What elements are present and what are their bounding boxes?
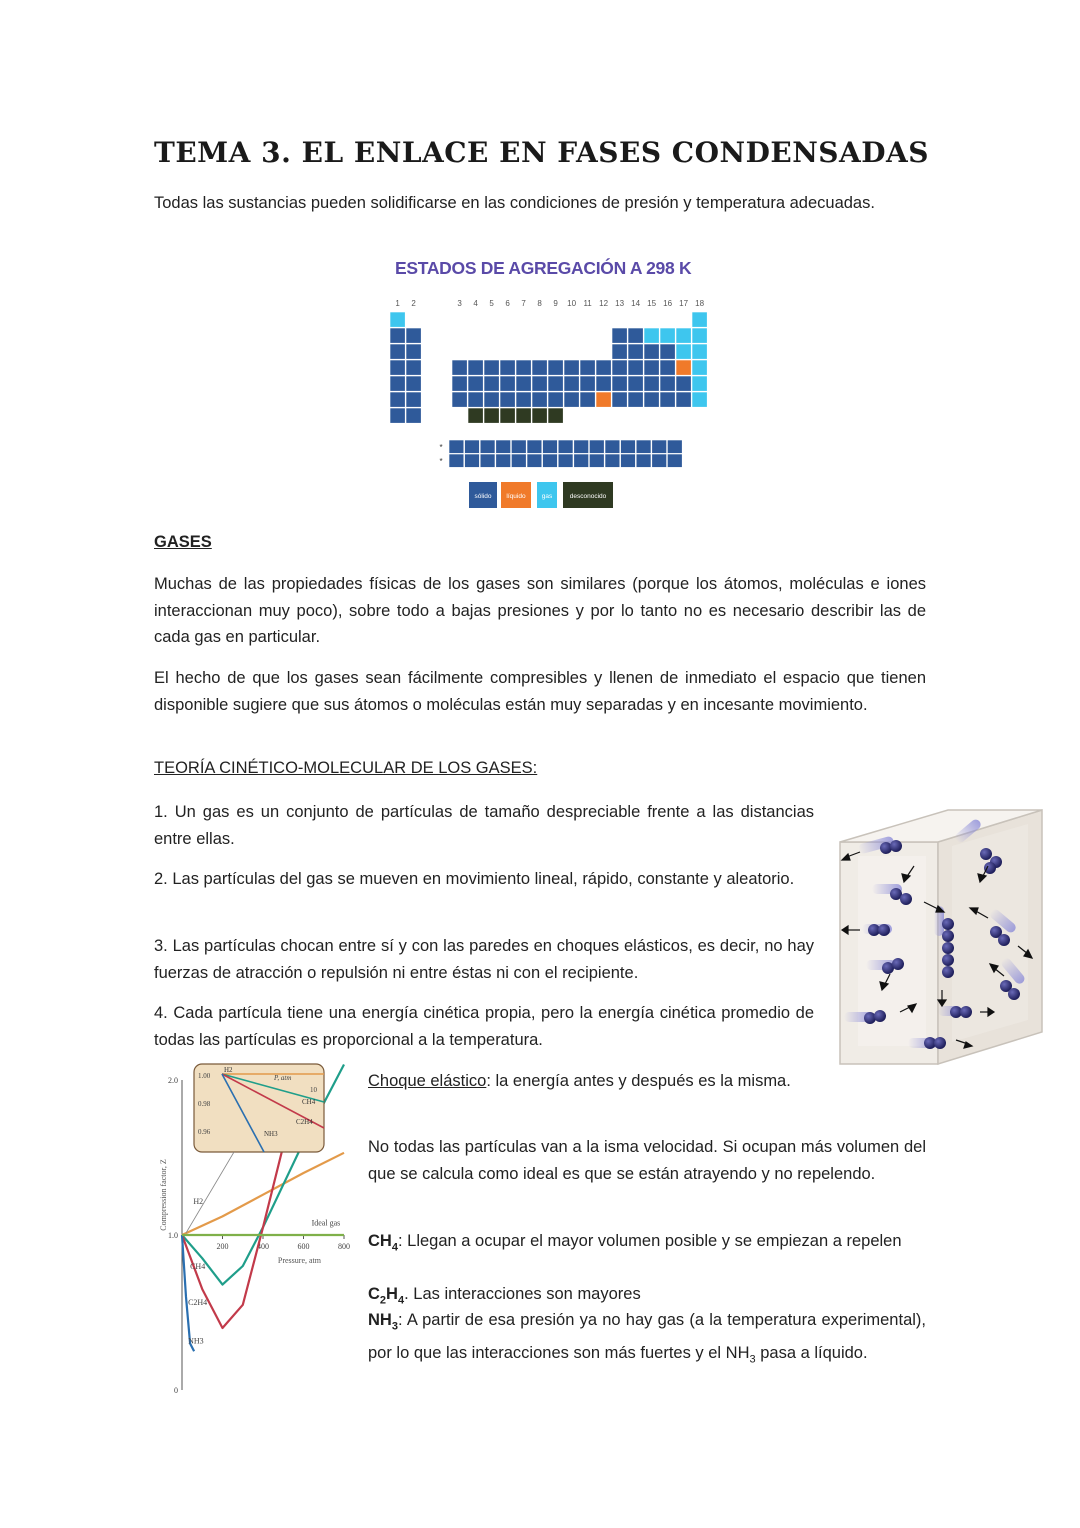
element-cell bbox=[580, 392, 595, 407]
x-tick-label: 200 bbox=[216, 1242, 229, 1251]
element-cell bbox=[612, 360, 627, 375]
f-block-cell bbox=[480, 440, 495, 453]
f-block-cell bbox=[527, 454, 542, 467]
element-cell bbox=[660, 392, 675, 407]
element-cell bbox=[692, 360, 707, 375]
inset-label: C2H4 bbox=[296, 1118, 313, 1126]
velocidad-note: No todas las partículas van a la isma velocidad. Si ocupan más volumen del que se calcula como ideal es que se están atrayendo y no repelendo. bbox=[368, 1138, 926, 1183]
element-cell bbox=[548, 360, 563, 375]
element-cell bbox=[596, 392, 611, 407]
group-number: 7 bbox=[521, 299, 526, 308]
curve-label: CH4 bbox=[190, 1262, 206, 1272]
gas-particles-box-svg bbox=[838, 806, 1046, 1068]
f-block-cell bbox=[465, 440, 480, 453]
element-cell bbox=[644, 344, 659, 359]
theory-item-1: 1. Un gas es un conjunto de partículas de tamaño despreciable frente a las distancias entre ellas. bbox=[154, 803, 814, 848]
element-cell bbox=[390, 392, 405, 407]
f-block-cell bbox=[667, 454, 682, 467]
inset-y-tick: 1.00 bbox=[198, 1072, 211, 1080]
molecule-11 bbox=[908, 1037, 946, 1049]
element-cell bbox=[676, 344, 691, 359]
element-cell bbox=[390, 328, 405, 343]
inset-label: H2 bbox=[224, 1066, 233, 1074]
group-number: 11 bbox=[583, 299, 592, 308]
group-number: 8 bbox=[537, 299, 542, 308]
y-tick-label: 2.0 bbox=[168, 1076, 178, 1085]
page-title: TEMA 3. EL ENLACE EN FASES CONDENSADAS bbox=[154, 136, 929, 169]
f-block-cell bbox=[589, 440, 604, 453]
element-cell bbox=[628, 360, 643, 375]
element-cell bbox=[390, 312, 405, 327]
group-number: 5 bbox=[489, 299, 494, 308]
element-cell bbox=[548, 408, 563, 423]
group-number: 16 bbox=[663, 299, 673, 308]
group-number: 6 bbox=[505, 299, 510, 308]
inset-box bbox=[194, 1064, 324, 1152]
curve-label: NH3 bbox=[188, 1336, 204, 1346]
c2h4-text: . Las interacciones son mayores bbox=[404, 1285, 641, 1303]
group-number: 18 bbox=[695, 299, 705, 308]
f-block-cell bbox=[574, 454, 589, 467]
legend-label-3: desconocido bbox=[569, 493, 607, 500]
choque-elastico-note bbox=[368, 1068, 814, 1095]
inset-label: CH4 bbox=[302, 1098, 316, 1106]
element-cell bbox=[612, 392, 627, 407]
element-cell bbox=[660, 376, 675, 391]
element-cell bbox=[548, 376, 563, 391]
theory-item-2: 2. Las partículas del gas se mueven en movimiento lineal, rápido, constante y aleatorio. bbox=[154, 870, 795, 888]
f-block-cell bbox=[574, 440, 589, 453]
gases-paragraph-2: El hecho de que los gases sean fácilmente compresibles y llenen de inmediato el espacio que tienen disponible sugiere que sus átomos o moléculas están muy separadas y en incesante movimiento. bbox=[154, 669, 926, 714]
element-cell bbox=[500, 408, 515, 423]
y-axis-label: Compression factor, Z bbox=[159, 1159, 168, 1231]
gases-heading: GASES bbox=[154, 533, 212, 551]
element-cell bbox=[612, 376, 627, 391]
f-block-cell bbox=[605, 454, 620, 467]
element-cell bbox=[516, 408, 531, 423]
x-tick-label: 400 bbox=[257, 1242, 269, 1251]
legend-label-2: gas bbox=[541, 493, 553, 500]
c2h4-label: $C_2H_4$ bbox=[368, 1285, 405, 1307]
gases-paragraph-1: Muchas de las propiedades físicas de los gases son similares (porque los átomos, moléculas e iones interaccionan muy poco), sobre todo a bajas presiones y por lo tanto no es necesario describir las de cada gas en particular. bbox=[154, 575, 926, 646]
element-cell bbox=[390, 344, 405, 359]
f-block-cell bbox=[527, 440, 542, 453]
element-cell bbox=[390, 376, 405, 391]
nh3-text: : A partir de esa presión ya no hay gas (a la temperatura experimental), por lo que las interacciones son más fuertes y el NH bbox=[368, 1311, 926, 1362]
nh3-text2: pasa a líquido. bbox=[755, 1343, 868, 1362]
element-cell bbox=[692, 344, 707, 359]
element-cell bbox=[628, 376, 643, 391]
element-cell bbox=[644, 328, 659, 343]
element-cell bbox=[692, 392, 707, 407]
element-cell bbox=[612, 344, 627, 359]
f-block-cell bbox=[558, 440, 573, 453]
element-cell bbox=[452, 360, 467, 375]
f-block-cell bbox=[621, 454, 636, 467]
gas-particles-box-figure bbox=[838, 806, 1046, 1068]
f-block-cell bbox=[543, 454, 558, 467]
f-block-marker: * bbox=[439, 443, 443, 452]
element-cell bbox=[452, 392, 467, 407]
group-number: 1 bbox=[395, 299, 400, 308]
element-cell bbox=[676, 328, 691, 343]
legend-label-1: líquido bbox=[506, 493, 526, 500]
element-cell bbox=[644, 360, 659, 375]
inset-x-tick: 10 bbox=[310, 1086, 317, 1094]
element-cell bbox=[468, 392, 483, 407]
element-cell bbox=[468, 376, 483, 391]
f-block-cell bbox=[496, 440, 511, 453]
intro-paragraph: Todas las sustancias pueden solidificarse en las condiciones de presión y temperatura adecuadas. bbox=[154, 194, 875, 212]
nh3-sub2: 3 bbox=[749, 1353, 756, 1366]
element-cell bbox=[596, 360, 611, 375]
element-cell bbox=[628, 328, 643, 343]
group-number: 12 bbox=[599, 299, 609, 308]
element-cell bbox=[660, 328, 675, 343]
element-cell bbox=[628, 392, 643, 407]
element-cell bbox=[500, 360, 515, 375]
element-cell bbox=[532, 408, 547, 423]
nh3-note bbox=[368, 1307, 926, 1373]
curve-label: H2 bbox=[193, 1197, 204, 1206]
element-cell bbox=[406, 408, 421, 423]
inset-label: NH3 bbox=[264, 1130, 278, 1138]
x-axis-label: Pressure, atm bbox=[277, 1256, 322, 1265]
f-block-cell bbox=[449, 440, 464, 453]
group-number: 14 bbox=[631, 299, 641, 308]
element-cell bbox=[390, 408, 405, 423]
element-cell bbox=[500, 376, 515, 391]
element-cell bbox=[692, 312, 707, 327]
element-cell bbox=[390, 360, 405, 375]
element-cell bbox=[644, 376, 659, 391]
group-number: 15 bbox=[647, 299, 657, 308]
element-cell bbox=[468, 408, 483, 423]
element-cell bbox=[548, 392, 563, 407]
group-number: 10 bbox=[567, 299, 577, 308]
f-block-cell bbox=[558, 454, 573, 467]
element-cell bbox=[484, 392, 499, 407]
inset-pointer bbox=[186, 1152, 234, 1233]
element-cell bbox=[612, 328, 627, 343]
compression-chart-svg bbox=[154, 1060, 354, 1400]
element-cell bbox=[468, 360, 483, 375]
curve-label: Ideal gas bbox=[311, 1218, 341, 1228]
element-cell bbox=[580, 376, 595, 391]
f-block-cell bbox=[636, 454, 651, 467]
element-cell bbox=[676, 360, 691, 375]
f-block-cell bbox=[636, 440, 651, 453]
choque-elastico-term: Choque elástico bbox=[368, 1072, 487, 1090]
y-tick-label: 0 bbox=[174, 1386, 178, 1395]
theory-item-3: 3. Las partículas chocan entre sí y con las paredes en choques elásticos, es decir, no hay fuerzas de atracción o repulsión ni entre éstas ni con el recipiente. bbox=[154, 937, 814, 982]
ch4-text: : Llegan a ocupar el mayor volumen posible y se empiezan a repelen bbox=[397, 1232, 902, 1250]
element-cell bbox=[516, 360, 531, 375]
element-cell bbox=[452, 376, 467, 391]
inset-y-tick: 0.96 bbox=[198, 1128, 211, 1136]
element-cell bbox=[516, 376, 531, 391]
element-cell bbox=[406, 328, 421, 343]
choque-elastico-text: : la energía antes y después es la misma. bbox=[486, 1072, 791, 1090]
element-cell bbox=[676, 376, 691, 391]
f-block-cell bbox=[496, 454, 511, 467]
periodic-table-svg bbox=[385, 256, 705, 514]
group-number: 17 bbox=[679, 299, 689, 308]
f-block-cell bbox=[652, 440, 667, 453]
group-number: 2 bbox=[411, 299, 416, 308]
f-block-cell bbox=[511, 440, 526, 453]
element-cell bbox=[484, 408, 499, 423]
f-block-cell bbox=[480, 454, 495, 467]
group-number: 9 bbox=[553, 299, 558, 308]
element-cell bbox=[580, 360, 595, 375]
f-block-cell bbox=[465, 454, 480, 467]
curve-label: C2H4 bbox=[188, 1297, 208, 1307]
y-tick-label: 1.0 bbox=[168, 1231, 178, 1240]
f-block-cell bbox=[667, 440, 682, 453]
x-tick-label: 800 bbox=[338, 1242, 350, 1251]
x-tick-label: 600 bbox=[297, 1242, 310, 1251]
element-cell bbox=[564, 360, 579, 375]
element-cell bbox=[692, 376, 707, 391]
inset-x-label: P, atm bbox=[274, 1074, 292, 1082]
inset-y-tick: 0.98 bbox=[198, 1100, 211, 1108]
element-cell bbox=[596, 376, 611, 391]
element-cell bbox=[484, 376, 499, 391]
element-cell bbox=[692, 328, 707, 343]
element-cell bbox=[564, 376, 579, 391]
theory-heading: TEORÍA CINÉTICO-MOLECULAR DE LOS GASES: bbox=[154, 759, 538, 777]
element-cell bbox=[484, 360, 499, 375]
f-block-cell bbox=[605, 440, 620, 453]
molecule-9 bbox=[844, 1010, 886, 1024]
group-number: 4 bbox=[473, 299, 478, 308]
element-cell bbox=[516, 392, 531, 407]
element-cell bbox=[406, 376, 421, 391]
element-cell bbox=[660, 360, 675, 375]
element-cell bbox=[564, 392, 579, 407]
periodic-table-title: ESTADOS DE AGREGACIÓN A 298 K bbox=[395, 258, 692, 278]
element-cell bbox=[406, 344, 421, 359]
element-cell bbox=[644, 392, 659, 407]
element-cell bbox=[532, 376, 547, 391]
compression-factor-chart bbox=[154, 1060, 354, 1400]
element-cell bbox=[406, 360, 421, 375]
f-block-cell bbox=[543, 440, 558, 453]
f-block-cell bbox=[589, 454, 604, 467]
f-block-cell bbox=[621, 440, 636, 453]
nh3-label: $NH_3$ bbox=[368, 1311, 398, 1333]
element-cell bbox=[676, 392, 691, 407]
f-block-marker: * bbox=[439, 457, 443, 466]
f-block-cell bbox=[652, 454, 667, 467]
legend-label-0: sólido bbox=[474, 493, 492, 500]
element-cell bbox=[532, 392, 547, 407]
group-number: 3 bbox=[457, 299, 462, 308]
ch4-label: $CH_4$ bbox=[368, 1232, 398, 1254]
group-number: 13 bbox=[615, 299, 625, 308]
element-cell bbox=[628, 344, 643, 359]
theory-item-4: 4. Cada partícula tiene una energía cinética propia, pero la energía cinética promedio de todas las partículas es proporcional a la temperatura. bbox=[154, 1004, 814, 1049]
element-cell bbox=[500, 392, 515, 407]
f-block-cell bbox=[449, 454, 464, 467]
element-cell bbox=[532, 360, 547, 375]
periodic-table-figure bbox=[385, 256, 705, 514]
element-cell bbox=[406, 392, 421, 407]
f-block-cell bbox=[511, 454, 526, 467]
element-cell bbox=[660, 344, 675, 359]
ch4-note bbox=[368, 1228, 926, 1261]
